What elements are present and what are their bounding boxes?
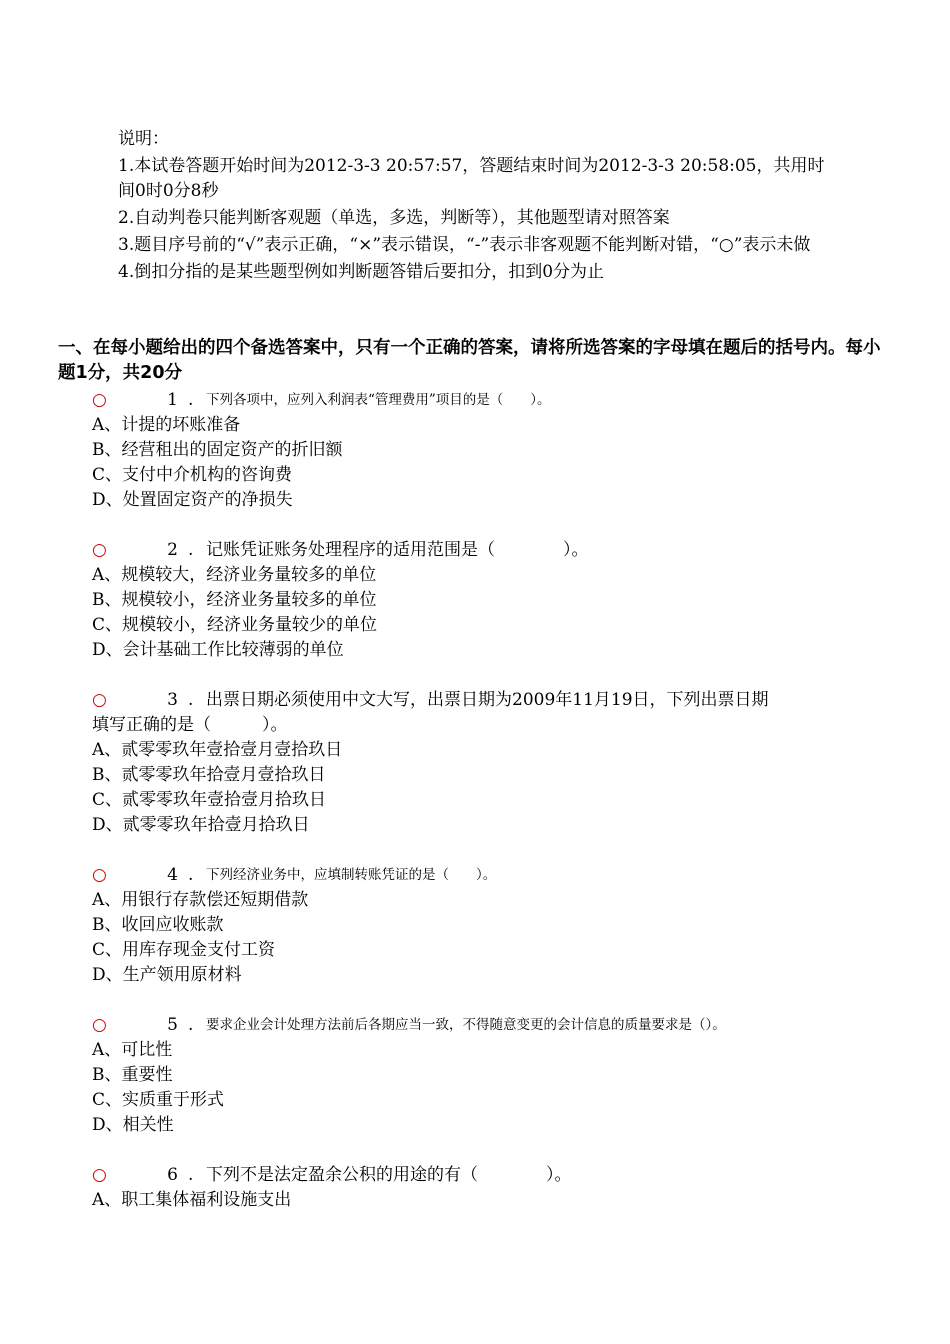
option-c[interactable]: C、实质重于形式	[92, 1090, 225, 1110]
option-b[interactable]: B、贰零零玖年拾壹月壹拾玖日	[92, 765, 326, 785]
question-header	[92, 1013, 872, 1038]
instruction-item-1: 1.本试卷答题开始时间为2012-3-3 20:57:57，答题结束时间为2012-3-3 20:58:05，共用时间0时0分8秒	[118, 156, 825, 201]
unanswered-status-icon: ○	[92, 540, 107, 560]
question-4	[92, 863, 872, 988]
option-b[interactable]: B、规模较小，经济业务量较多的单位	[92, 590, 377, 610]
unanswered-status-icon: ○	[92, 865, 107, 885]
question-number: 4	[167, 865, 178, 885]
question-header	[92, 1163, 872, 1188]
option-b[interactable]: B、重要性	[92, 1065, 173, 1085]
question-text: 出票日期必须使用中文大写，出票日期为2009年11月19日，下列出票日期	[206, 690, 769, 710]
question-list	[92, 388, 872, 1238]
option-c[interactable]: C、规模较小，经济业务量较少的单位	[92, 615, 378, 635]
question-header	[92, 388, 872, 413]
question-number: 5	[167, 1015, 178, 1035]
question-text: 下列经济业务中，应填制转账凭证的是（ ）。	[206, 867, 497, 883]
question-5	[92, 1013, 872, 1138]
question-number-dot: .	[188, 1165, 194, 1185]
unanswered-status-icon: ○	[92, 1165, 107, 1185]
option-a[interactable]: A、用银行存款偿还短期借款	[92, 890, 309, 910]
question-number: 2	[167, 540, 178, 560]
section-title: 一、在每小题给出的四个备选答案中，只有一个正确的答案，请将所选答案的字母填在题后的括号内。每小题1分，共20分	[58, 338, 881, 383]
question-2	[92, 538, 872, 663]
option-d[interactable]: D、相关性	[92, 1115, 174, 1135]
question-6	[92, 1163, 872, 1213]
question-number-dot: .	[188, 865, 194, 885]
question-3	[92, 688, 872, 838]
option-a[interactable]: A、贰零零玖年壹拾壹月壹拾玖日	[92, 740, 343, 760]
question-number: 6	[167, 1165, 178, 1185]
option-a[interactable]: A、职工集体福利设施支出	[92, 1190, 292, 1210]
unanswered-status-icon: ○	[92, 390, 107, 410]
instructions-label: 说明：	[118, 129, 169, 149]
question-text: 下列不是法定盈余公积的用途的有（ ）。	[206, 1165, 572, 1185]
question-header	[92, 538, 872, 563]
instruction-item-4: 4.倒扣分指的是某些题型例如判断题答错后要扣分，扣到0分为止	[118, 262, 605, 282]
option-c[interactable]: C、支付中介机构的咨询费	[92, 465, 293, 485]
question-number: 1	[167, 390, 178, 410]
option-a[interactable]: A、规模较大，经济业务量较多的单位	[92, 565, 377, 585]
option-a[interactable]: A、计提的坏账准备	[92, 415, 241, 435]
question-text: 要求企业会计处理方法前后各期应当一致，不得随意变更的会计信息的质量要求是（）。	[206, 1017, 726, 1033]
unanswered-status-icon: ○	[92, 690, 107, 710]
question-number-dot: .	[188, 1015, 194, 1035]
question-1	[92, 388, 872, 513]
option-d[interactable]: D、贰零零玖年拾壹月拾玖日	[92, 815, 310, 835]
question-text-continued: 填写正确的是（ ）。	[92, 715, 288, 735]
question-number: 3	[167, 690, 178, 710]
instructions	[118, 127, 838, 287]
question-header	[92, 688, 872, 713]
unanswered-status-icon: ○	[92, 1015, 107, 1035]
option-b[interactable]: B、收回应收账款	[92, 915, 224, 935]
instruction-item-2: 2.自动判卷只能判断客观题（单选，多选，判断等），其他题型请对照答案	[118, 208, 670, 228]
option-c[interactable]: C、用库存现金支付工资	[92, 940, 276, 960]
instruction-item-3: 3.题目序号前的“√”表示正确，“×”表示错误，“-”表示非客观题不能判断对错，“○”表示未做	[118, 235, 811, 255]
option-d[interactable]: D、会计基础工作比较薄弱的单位	[92, 640, 344, 660]
question-text: 下列各项中，应列入利润表“管理费用”项目的是（ ）。	[206, 392, 551, 408]
option-a[interactable]: A、可比性	[92, 1040, 173, 1060]
question-number-dot: .	[188, 690, 194, 710]
option-b[interactable]: B、经营租出的固定资产的折旧额	[92, 440, 343, 460]
question-text: 记账凭证账务处理程序的适用范围是（ ）。	[206, 540, 589, 560]
question-number-dot: .	[188, 390, 194, 410]
option-c[interactable]: C、贰零零玖年壹拾壹月拾玖日	[92, 790, 327, 810]
option-d[interactable]: D、处置固定资产的净损失	[92, 490, 293, 510]
question-number-dot: .	[188, 540, 194, 560]
question-header	[92, 863, 872, 888]
option-d[interactable]: D、生产领用原材料	[92, 965, 242, 985]
